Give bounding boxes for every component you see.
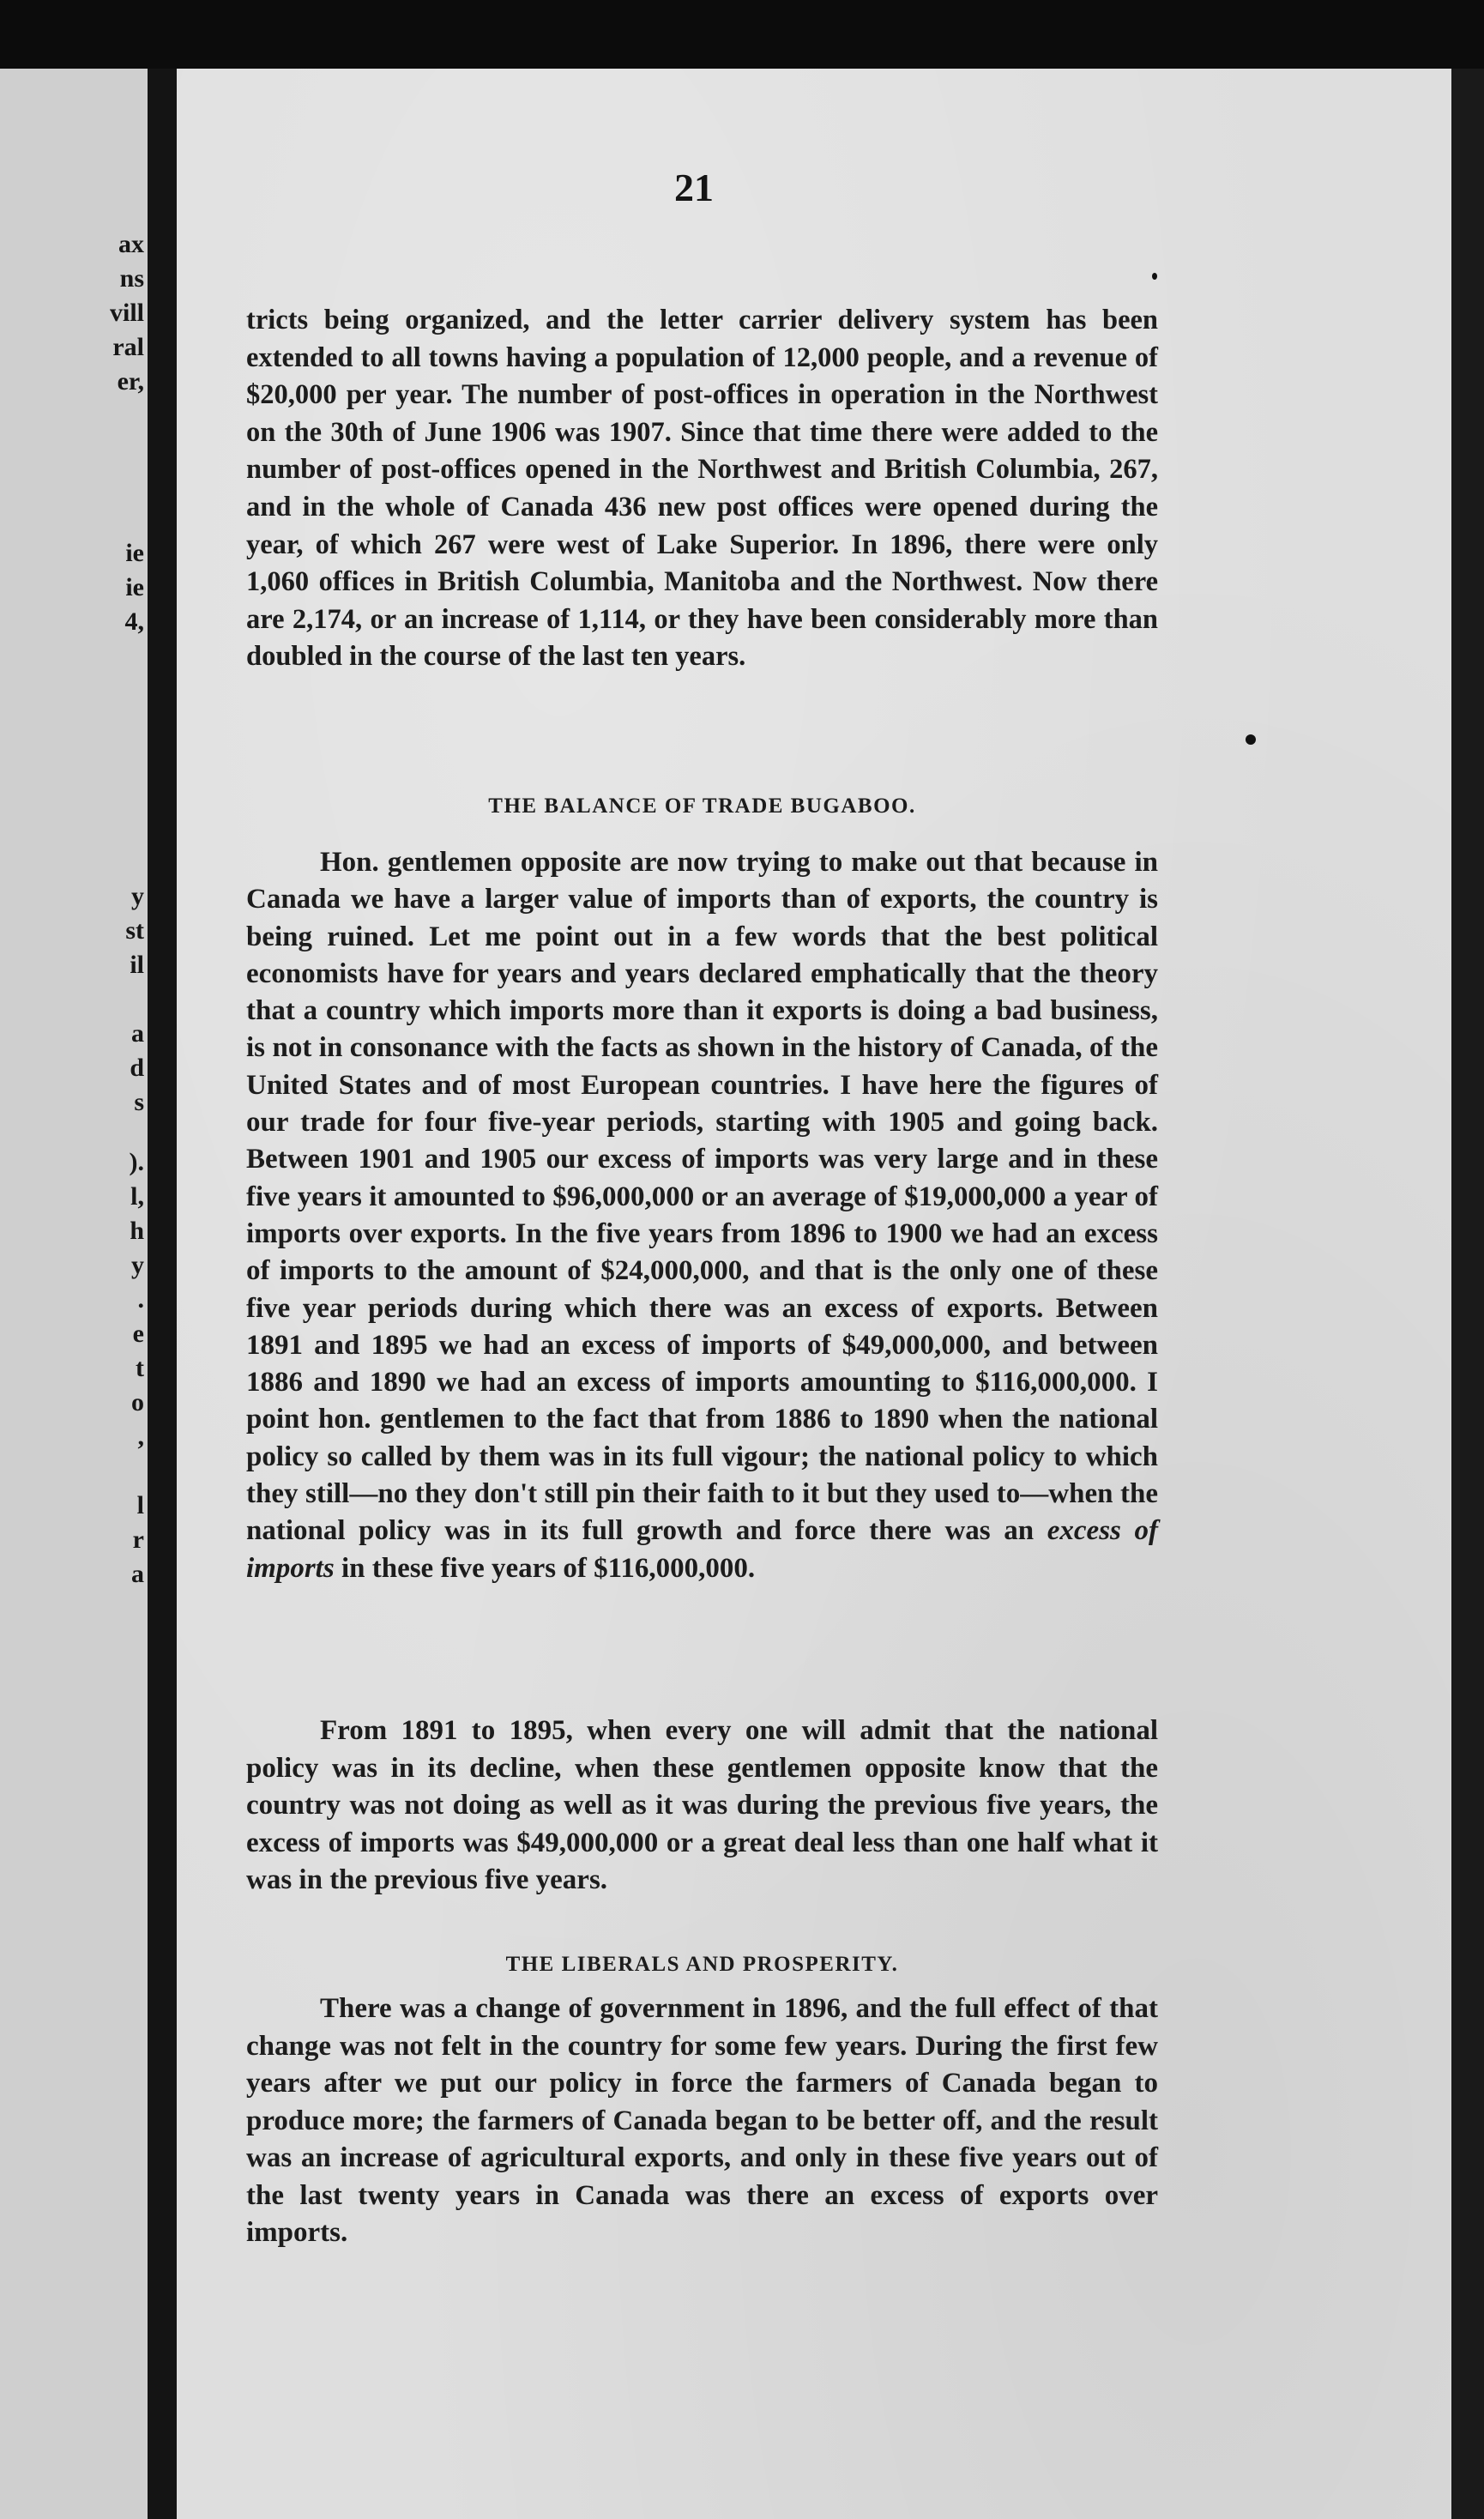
section-heading-balance-of-trade: THE BALANCE OF TRADE BUGABOO.: [488, 794, 916, 818]
margin-text-fragment: l: [136, 1491, 144, 1519]
margin-text-fragment: a: [131, 1019, 144, 1048]
margin-text-fragment: o: [131, 1388, 144, 1417]
ink-speck: [1246, 734, 1256, 745]
margin-text-fragment: ,: [137, 1423, 144, 1451]
margin-text-fragment: ral: [112, 333, 144, 361]
margin-text-fragment: st: [125, 916, 144, 945]
paragraph-balance-of-trade: [246, 844, 1158, 1587]
page-right-edge: [1451, 69, 1484, 2519]
margin-text-fragment: ie: [125, 573, 144, 601]
margin-text-fragment: t: [136, 1354, 144, 1382]
section-heading-liberals-prosperity: THE LIBERALS AND PROSPERITY.: [505, 1953, 899, 1976]
margin-text-fragment: ).: [129, 1148, 144, 1176]
paragraph-text-end: in these five years of $116,000,000.: [341, 1552, 756, 1584]
margin-text-fragment: il: [130, 951, 144, 979]
margin-text-fragment: .: [137, 1285, 144, 1314]
page-gutter: [148, 69, 177, 2519]
margin-text-fragment: vill: [109, 299, 144, 327]
margin-text-fragment: y: [131, 882, 144, 910]
margin-text-fragment: h: [130, 1217, 144, 1245]
paragraph-change-of-government: There was a change of government in 1896, and the full effect of that change was not felt in the country for some few years. During the first few years after we put our policy in force the farmers of Canada began to produce more; the farmers of Canada began to be better off, and the result was an increase of agricultural exports, and only in these five years out of the last twenty years in Canada was there an excess of exports over imports.: [246, 1993, 1158, 2248]
margin-text-fragment: ie: [125, 539, 144, 567]
page-number: 21: [674, 166, 714, 209]
paragraph-post-offices: tricts being organized, and the letter carrier delivery system has been extended to all towns having a population of 12,000 people, and a revenue of $20,000 per year. The number of post-offices in operation in the Northwest on the 30th of June 1906 was 1907. Since that time there were added to the number of post-offices opened in the Northwest and British Columbia, 267, and in the whole of Canada 436 new post offices were opened during the year, of which 267 were west of Lake Superior. In 1896, there were only 1,060 offices in British Columbia, Manitoba and the Northwest. Now there are 2,174, or an increase of 1,114, or they have been considerably more than doubled in the course of the last ten years.: [246, 305, 1158, 673]
margin-text-fragment: y: [131, 1251, 144, 1279]
previous-page-fragment: [0, 69, 148, 2519]
margin-text-fragment: l,: [130, 1182, 144, 1211]
emphasized-phrase: excess of imports: [246, 1515, 1159, 1584]
margin-text-fragment: a: [131, 1560, 144, 1588]
margin-text-fragment: r: [132, 1525, 144, 1554]
margin-text-fragment: s: [134, 1088, 144, 1116]
margin-text-fragment: ns: [119, 264, 144, 293]
margin-text-fragment: ax: [118, 230, 144, 258]
paragraph-text: Hon. gentlemen opposite are now trying to make out that because in Canada we have a larger value of imports than of exports, the country is being ruined. Let me point out in a few words that the best political economists have for years and years declared emphatically that the theory that a country which imports more than it exports is doing a bad business, is not in consonance with the facts as shown in the history of Canada, of the United States and of most European countries. I have here the figures of our trade for four five-year periods, starting with 1905 and going back. Between 1901 and 1905 our excess of imports was very large and in these five years it amounted to $96,000,000 or an average of $19,000,000 a year of imports over exports. In the five years from 1896 to 1900 we had an excess of imports to the amount of $24,000,000, and that is the only one of these five year periods during which there was an excess of exports. Between 1891 and 1895 we had an excess of imports of $49,000,000, and between 1886 and 1890 we had an excess of imports amounting to $116,000,000. I point hon. gentlemen to the fact that from 1886 to 1890 when the national policy so called by them was in its full vigour; the national policy to which they still—no they don't still pin their faith to it but they used to—when the national policy was in its full growth and force there was an: [246, 847, 1158, 1547]
margin-text-fragment: er,: [117, 367, 144, 396]
margin-text-fragment: d: [130, 1054, 144, 1082]
ink-speck: [1152, 273, 1157, 280]
margin-text-fragment: 4,: [124, 607, 144, 636]
margin-text-fragment: e: [132, 1320, 144, 1348]
paragraph-national-policy-decline: From 1891 to 1895, when every one will admit that the national policy was in its decline, when these gentlemen opposite know that the country was not doing as well as it was during the previous five years, the excess of imports was $49,000,000 or a great deal less than one half what it was in the previous five years.: [246, 1715, 1158, 1895]
